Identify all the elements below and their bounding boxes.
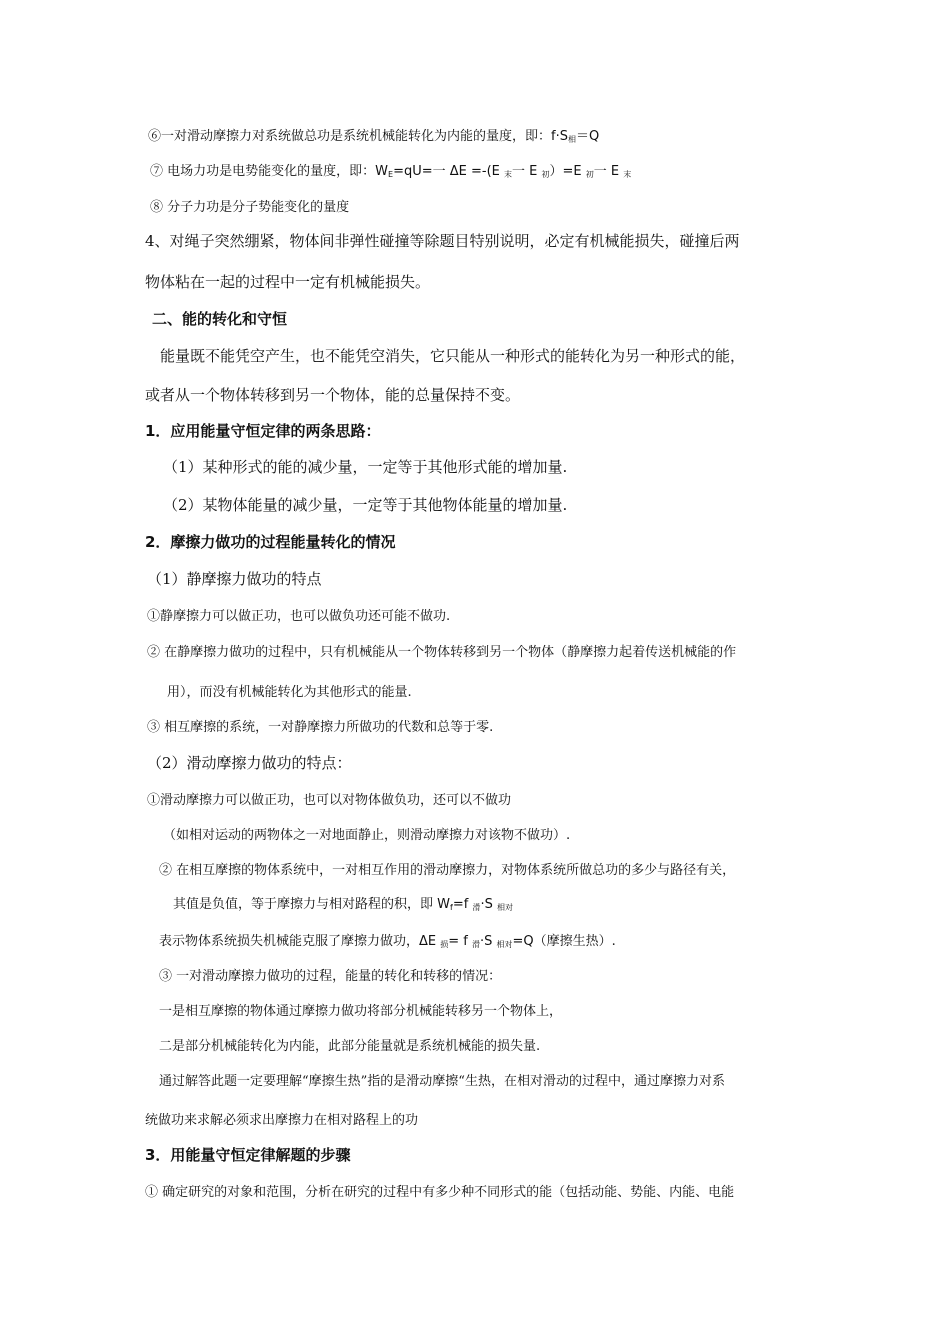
sliding-friction-point-b-line-3 — [159, 935, 616, 949]
energy-conservation-line-1: 能量既不能凭空产生，也不能凭空消失，它只能从一种形式的能转化为另一种形式的能， — [160, 347, 746, 365]
item-6-formula-sub: 相 — [567, 135, 576, 144]
item-7-f1-sub: E — [388, 170, 394, 179]
sliding-friction-note-line-1: 通过解答此题一定要理解“摩擦生热”指的是滑动摩擦“生热，在相对滑动的过程中，通过摩擦力对系 — [159, 1074, 725, 1089]
sliding-friction-point-a-line-2: （如相对运动的两物体之一对地面静止，则滑动摩擦力对该物不做功）. — [163, 828, 571, 843]
heading-3-step-1: ① 确定研究的对象和范围，分析在研究的过程中有多少种不同形式的能（包括动能、势能、内能、电能 — [145, 1185, 735, 1200]
item-7-f1: W — [375, 164, 388, 179]
point-b-line-2-f3: ·S — [480, 897, 497, 912]
item-7-f4: ）=E — [549, 164, 586, 179]
item-7-f5: 一 E — [593, 164, 624, 179]
point-b-line-2-f2: =f — [452, 897, 473, 912]
item-6-line — [148, 130, 599, 144]
static-friction-point-b-line-1: ② 在静摩擦力做功的过程中，只有机械能从一个物体转移到另一个物体（静摩擦力起着传送机械能的作 — [147, 645, 737, 660]
item-7-f2: =qU=一 ΔE =-(E — [393, 164, 504, 179]
heading-3: 3．用能量守恒定律解题的步骤 — [145, 1146, 351, 1164]
point-b-line-2-f3-sub: 相对 — [496, 903, 513, 912]
point-b-line-3-f2-sub: 滑 — [472, 940, 480, 949]
point-b-line-3-tail: （摩擦生热）. — [533, 934, 616, 949]
static-friction-point-a: ①静摩擦力可以做正功，也可以做负功还可能不做功. — [147, 609, 451, 624]
point-b-line-3-text: 表示物体系统损失机械能克服了摩擦力做功， — [159, 934, 420, 949]
point-b-line-2-f1-sub: f — [450, 903, 453, 912]
point-b-line-3-f2: = f — [448, 934, 472, 949]
static-friction-point-b-line-2: 用），而没有机械能转化为其他形式的能量. — [167, 685, 412, 700]
sliding-friction-point-c: ③ 一对滑动摩擦力做功的过程，能量的转化和转移的情况： — [159, 969, 502, 984]
sliding-friction-point-c-1: 一是相互摩擦的物体通过摩擦力做功将部分机械能转移另一个物体上， — [159, 1004, 563, 1019]
item-6-text: ⑥一对滑动摩擦力对系统做总功是系统机械能转化为内能的量度，即： — [148, 129, 552, 144]
static-friction-point-c: ③ 相互摩擦的系统，一对静摩擦力所做功的代数和总等于零. — [147, 720, 494, 735]
item-7-f4-sub: 初 — [585, 170, 594, 179]
point-4-line-1: 4、对绳子突然绷紧，物体间非弹性碰撞等除题目特别说明，必定有机械能损失，碰撞后两 — [145, 232, 740, 250]
item-7-f5-sub: 末 — [623, 170, 632, 179]
item-7-f3: 一 E — [512, 164, 542, 179]
sliding-friction-point-c-2: 二是部分机械能转化为内能，此部分能量就是系统机械能的损失量. — [159, 1039, 541, 1054]
point-4-line-2: 物体粘在一起的过程中一定有机械能损失。 — [145, 273, 431, 291]
sliding-friction-point-a-line-1: ①滑动摩擦力可以做正功，也可以对物体做负功，还可以不做功 — [147, 793, 512, 808]
point-b-line-2-f1: W — [437, 897, 450, 912]
sliding-friction-point-b-line-2 — [173, 898, 513, 912]
section-2-title: 二、能的转化和守恒 — [152, 310, 288, 328]
item-7-f3-sub: 初 — [541, 170, 550, 179]
point-b-line-3-f3-sub: 相对 — [496, 940, 513, 949]
point-b-line-2-text: 其值是负值，等于摩擦力与相对路程的积，即 — [173, 897, 438, 912]
item-8-line: ⑧ 分子力功是分子势能变化的量度 — [150, 200, 350, 215]
point-b-line-3-f1: ΔE — [419, 934, 441, 949]
sliding-friction-subheading: （2）滑动摩擦力做功的特点： — [147, 754, 352, 772]
item-7-line — [150, 165, 631, 179]
point-b-line-3-f1-sub: 损 — [440, 940, 449, 949]
heading-1-point-2: （2）某物体能量的减少量，一定等于其他物体能量的增加量. — [163, 496, 568, 514]
sliding-friction-point-b-line-1: ② 在相互摩擦的物体系统中，一对相互作用的滑动摩擦力，对物体系统所做总功的多少与路径有关， — [159, 863, 736, 878]
item-7-f2-sub: 末 — [504, 170, 512, 179]
item-7-text: ⑦ 电场力功是电势能变化的量度，即： — [150, 164, 376, 179]
sliding-friction-note-line-2: 统做功来求解必须求出摩擦力在相对路程上的功 — [145, 1113, 419, 1128]
heading-1: 1．应用能量守恒定律的两条思路： — [145, 422, 381, 440]
static-friction-subheading: （1）静摩擦力做功的特点 — [147, 570, 322, 588]
heading-1-point-1: （1）某种形式的能的减少量，一定等于其他形式能的增加量. — [163, 458, 568, 476]
point-b-line-2-f2-sub: 滑 — [472, 903, 481, 912]
energy-conservation-line-2: 或者从一个物体转移到另一个物体，能的总量保持不变。 — [145, 386, 521, 404]
item-6-formula-end: ＝Q — [575, 129, 600, 144]
point-b-line-3-f4: =Q — [512, 934, 534, 949]
heading-2: 2．摩擦力做功的过程能量转化的情况 — [145, 533, 396, 551]
point-b-line-3-f3: ·S — [480, 934, 497, 949]
item-6-formula: f·S — [551, 129, 568, 144]
